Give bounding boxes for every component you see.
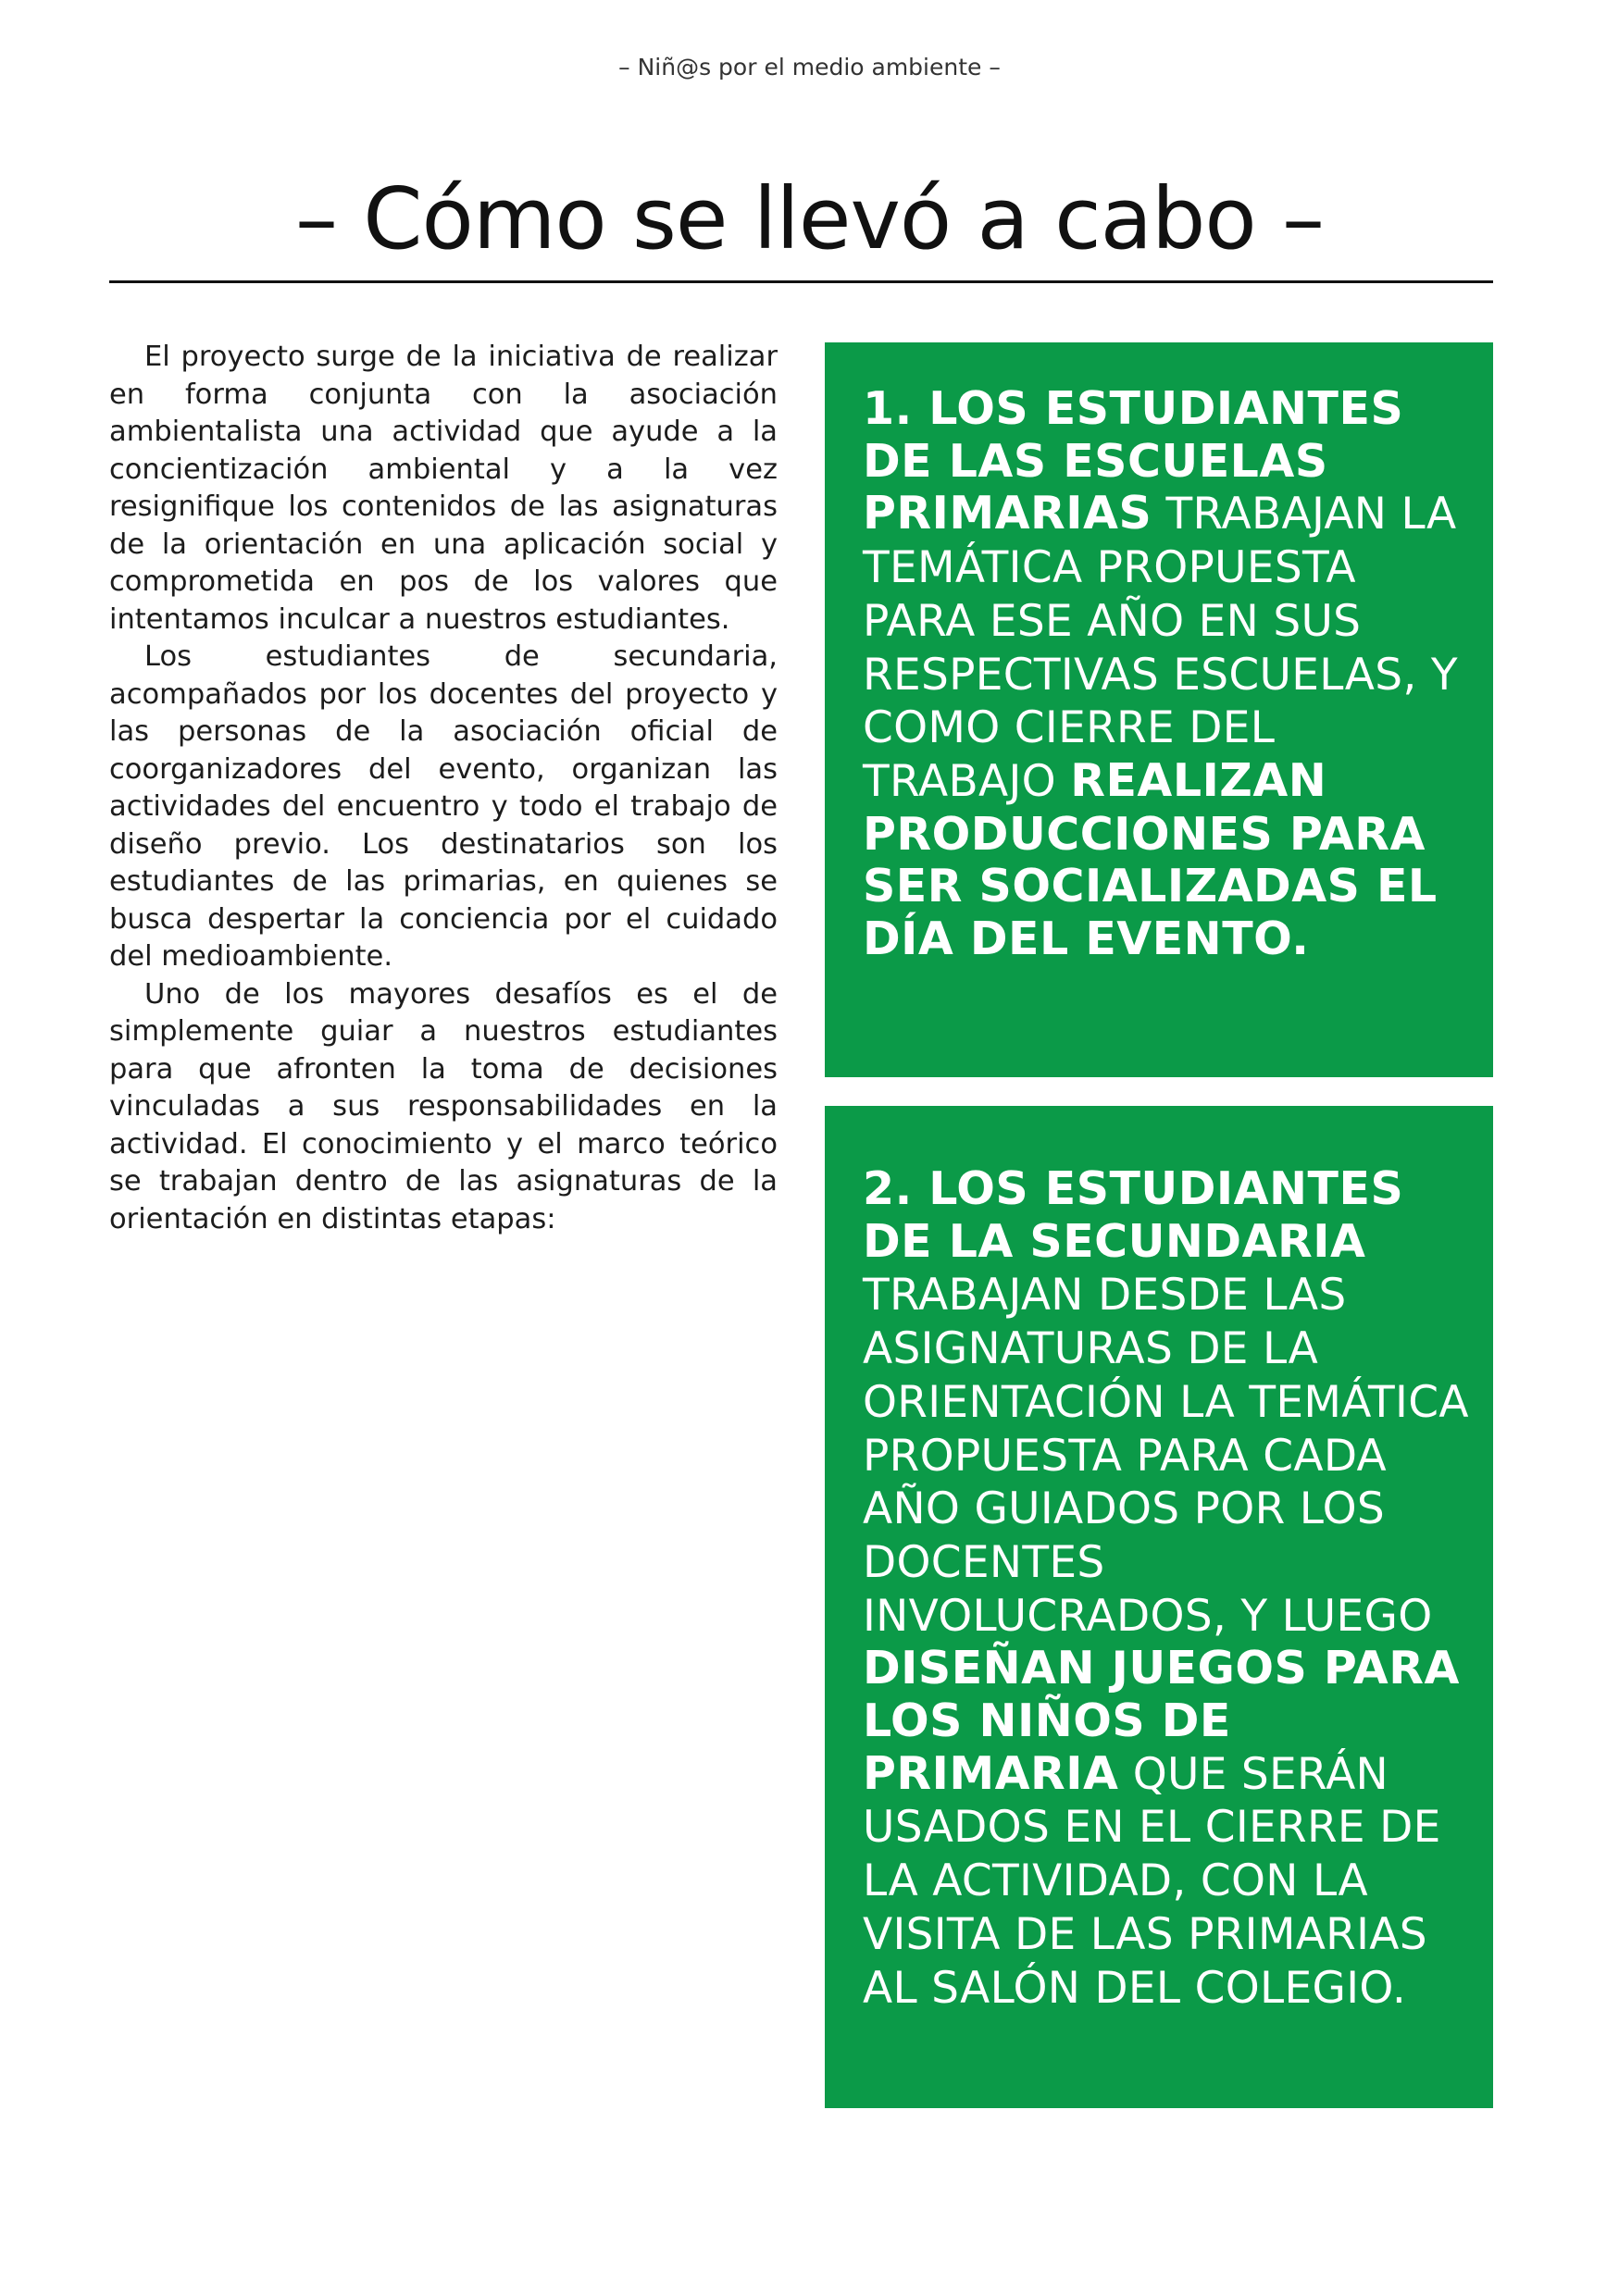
callout-lead-bold: 2. LOS ESTUDIANTES DE LA SECUNDARIA (863, 1162, 1404, 1268)
callout-middle-light: TRABAJAN DESDE LAS ASIGNATURAS DE LA ORIENTACIÓN LA TEMÁTICA PROPUESTA PARA CADA AÑO GUIADOS POR LOS DOCENTES INVOLUCRADOS, Y LUEGO (863, 1270, 1469, 1642)
title-divider (109, 280, 1493, 283)
callout-box-primary-schools (825, 342, 1493, 1077)
callout-lead-bold: 1. LOS ESTUDIANTES DE LAS ESCUELAS PRIMARIAS (863, 382, 1404, 540)
body-paragraph: Los estudiantes de secundaria, acompañados por los docentes del proyecto y las personas de la asociación oficial de coorganizadores del evento, organizan las actividades del encuentro y todo el trabajo de diseño previo. Los destinatarios son los estudiantes de las primarias, en quienes se busca despertar la conciencia por el cuidado del medioambiente. (109, 640, 778, 973)
callout-middle-light: TRABAJAN LA TEMÁTICA PROPUESTA PARA ESE AÑO EN SUS RESPECTIVAS ESCUELAS, Y COMO CIERRE DEL TRABAJO (863, 489, 1458, 807)
running-header: – Niñ@s por el medio ambiente – (618, 54, 1001, 81)
body-text-column (109, 339, 778, 1238)
body-paragraph: Uno de los mayores desafíos es el de simplemente guiar a nuestros estudiantes para que afronten la toma de decisiones vinculadas a sus responsabilidades en la actividad. El conocimiento y el marco teórico se trabajan dentro de las asignaturas de la orientación en distintas etapas: (109, 977, 778, 1235)
callout-box-secondary-school (825, 1106, 1493, 2108)
callout-text (863, 383, 1475, 967)
callout-text (863, 1163, 1475, 2015)
callout-tail-bold: REALIZAN PRODUCCIONES PARA SER SOCIALIZADAS EL DÍA DEL EVENTO. (863, 753, 1438, 966)
page-title: – Cómo se llevó a cabo – (295, 169, 1324, 268)
callout-tail-light: QUE SERÁN USADOS EN EL CIERRE DE LA ACTIVIDAD, CON LA VISITA DE LAS PRIMARIAS AL SALÓN DEL COLEGIO. (863, 1748, 1441, 2014)
callout-tail-bold: DISEÑAN JUEGOS PARA LOS NIÑOS DE PRIMARIA (863, 1642, 1460, 1800)
body-paragraph: El proyecto surge de la iniciativa de realizar en forma conjunta con la asociación ambientalista una actividad que ayude a la concientización ambiental y a la vez resignifique los contenidos de las asignaturas de la orientación en una aplicación social y comprometida en pos de los valores que intentamos inculcar a nuestros estudiantes. (109, 341, 778, 636)
